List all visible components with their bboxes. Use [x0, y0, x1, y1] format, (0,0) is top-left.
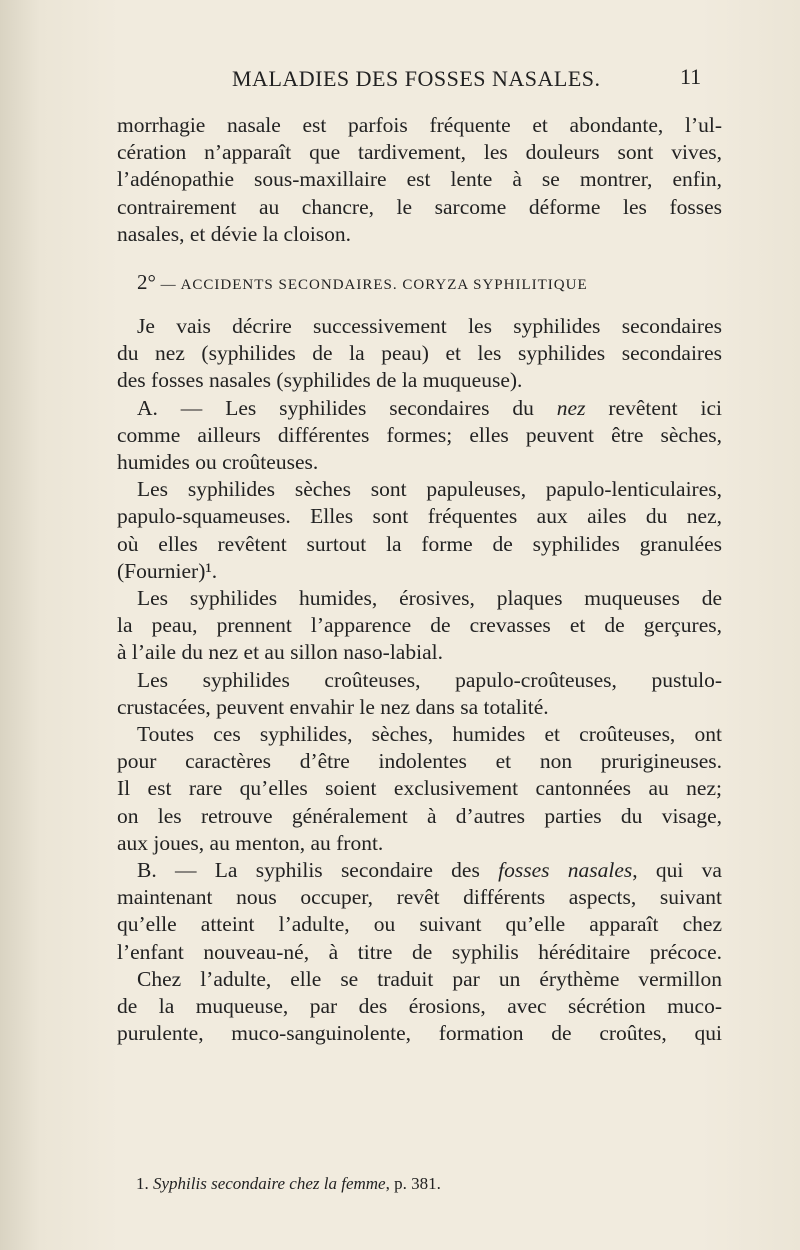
text-line: (Fournier)¹.	[117, 558, 218, 583]
text-span: , qui va	[632, 858, 722, 883]
text-line: Toutes ces syphilides, sèches, humides et croûteuses, ont	[137, 722, 722, 747]
text-span: B. — La syphilis secondaire des	[137, 858, 499, 883]
text-line: crustacées, peuvent envahir le nez dans sa totalité.	[117, 694, 549, 719]
text-line: Les syphilides sèches sont papuleuses, papulo-lenticulaires,	[137, 477, 722, 502]
italic-term: nez	[556, 395, 586, 420]
text-line: purulente, muco-sanguinolente, formation de croûtes, qui	[117, 1021, 722, 1046]
running-title: MALADIES DES FOSSES NASALES.	[232, 66, 601, 91]
text-line: des fosses nasales (syphilides de la muqueuse).	[117, 368, 523, 393]
footnote-title: Syphilis secondaire chez la femme	[153, 1174, 386, 1193]
text-line: qu’elle atteint l’adulte, ou suivant qu’elle apparaît chez	[117, 912, 722, 937]
text-span: A. — Les syphilides secondaires du	[137, 395, 557, 420]
text-line: Je vais décrire successivement les syphilides secondaires	[137, 314, 722, 339]
text-line: cération n’apparaît que tardivement, les douleurs sont vives,	[117, 140, 722, 165]
main-text	[117, 112, 722, 1048]
text-line: maintenant nous occuper, revêt différents aspects, suivant	[117, 885, 722, 910]
footnote-marker: 1.	[136, 1174, 153, 1193]
text-line: papulo-squameuses. Elles sont fréquentes aux ailes du nez,	[117, 504, 722, 529]
page-number: 11	[680, 64, 702, 89]
section-number: 2°	[137, 270, 156, 295]
footnote-ref: , p. 381.	[385, 1174, 441, 1193]
text-line: l’adénopathie sous-maxillaire est lente à se montrer, enfin,	[117, 167, 722, 192]
footnote	[136, 1174, 441, 1194]
text-line: Les syphilides humides, érosives, plaques muqueuses de	[137, 586, 722, 611]
text-line: comme ailleurs différentes formes; elles peuvent être sèches,	[117, 422, 722, 447]
text-span: revêtent ici	[585, 395, 722, 420]
text-line: on les retrouve généralement à d’autres parties du visage,	[117, 803, 722, 828]
text-line: humides ou croûteuses.	[117, 450, 319, 475]
text-line: de la muqueuse, par des érosions, avec sécrétion muco-	[117, 994, 722, 1019]
text-line: contrairement au chancre, le sarcome déforme les fosses	[117, 194, 722, 219]
text-line: Il est rare qu’elles soient exclusivement cantonnées au nez;	[117, 776, 722, 801]
text-line: aux joues, au menton, au front.	[117, 830, 384, 855]
text-line: Chez l’adulte, elle se traduit par un érythème vermillon	[137, 966, 722, 991]
text-line: nasales, et dévie la cloison.	[117, 221, 352, 246]
text-line: la peau, prennent l’apparence de crevasses et de gerçures,	[117, 613, 722, 638]
text-line: morrhagie nasale est parfois fréquente et abondante, l’ul-	[117, 113, 722, 137]
section-dash: —	[160, 277, 177, 294]
text-line: pour caractères d’être indolentes et non prurigineuses.	[117, 749, 722, 774]
page-header	[0, 66, 800, 96]
text-line	[117, 395, 722, 422]
text-line: à l’aile du nez et au sillon naso-labial.	[117, 640, 443, 665]
italic-term: fosses nasales	[498, 858, 633, 883]
text-line: l’enfant nouveau-né, à titre de syphilis héréditaire précoce.	[117, 939, 722, 964]
text-line: du nez (syphilides de la peau) et les syphilides secondaires	[117, 341, 722, 366]
section-title: ACCIDENTS SECONDAIRES. CORYZA SYPHILITIQUE	[180, 277, 588, 294]
text-line	[117, 857, 722, 884]
text-line: Les syphilides croûteuses, papulo-croûteuses, pustulo-	[137, 667, 722, 692]
text-line: où elles revêtent surtout la forme de syphilides granulées	[117, 531, 722, 556]
section-heading	[137, 270, 722, 295]
